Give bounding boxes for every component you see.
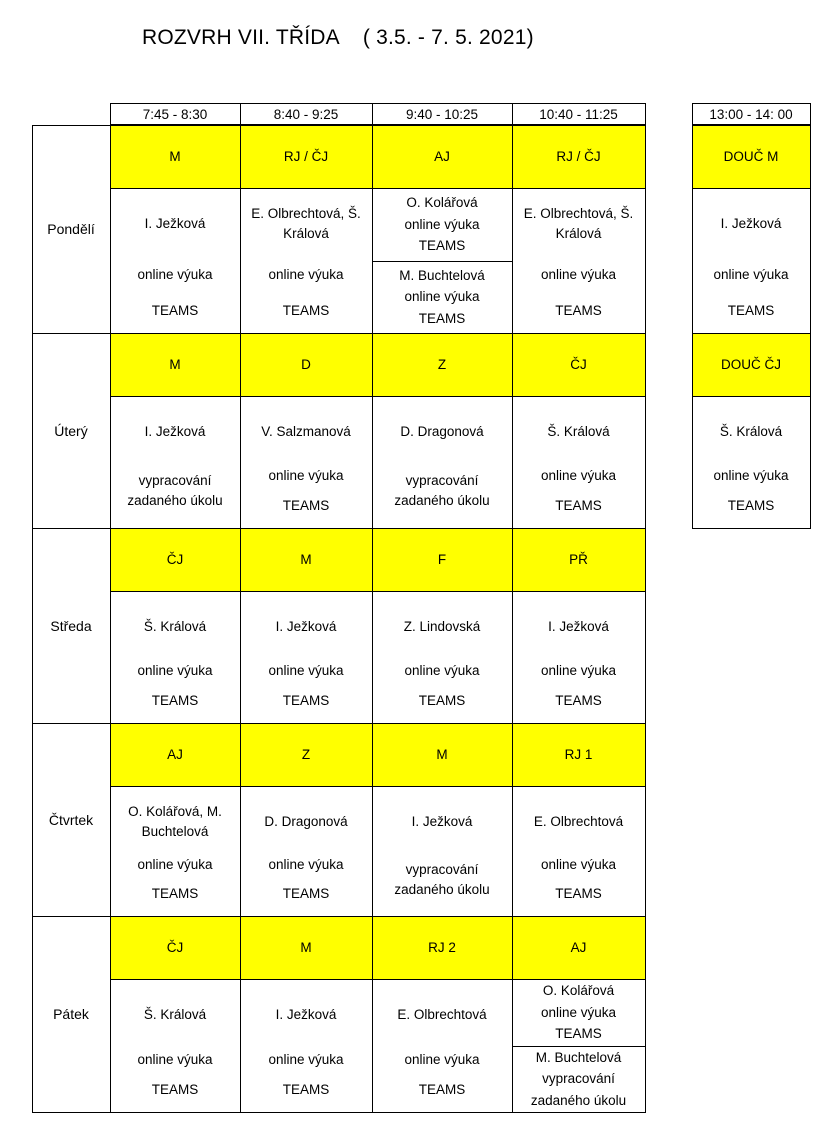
mode-text: online výuka [268,468,344,484]
subject-cell: M [169,356,181,372]
lesson-line: M. Buchtelová [535,1049,622,1065]
teacher-name [242,792,370,852]
grid-line [692,396,811,397]
subject-cell: ČJ [570,356,587,372]
teacher-text: I. Ježková [144,216,206,232]
grid-line [32,125,33,1112]
teacher-name [514,402,643,462]
platform [514,295,643,327]
lesson-mode [242,657,370,685]
teacher-text: I. Ježková [720,216,782,232]
mode-text: vypracování zadaného úkolu [394,473,490,508]
lesson-detail-a [512,979,645,1046]
mode-text: online výuka [268,1051,344,1067]
teacher-name [694,194,808,254]
lesson-mode [514,254,643,295]
grid-line [372,103,373,1112]
lesson-line: online výuka [404,216,480,232]
teacher-text: Š. Králová [547,424,610,440]
grid-line [692,528,811,529]
lesson-line: TEAMS [418,238,466,254]
subject-cell: Z [301,746,311,762]
mode-text: vypracování zadaného úkolu [394,862,490,897]
mode-text: online výuka [137,1051,213,1067]
grid-line [110,103,111,1112]
grid-line [110,591,646,592]
platform-text: TEAMS [727,498,775,514]
subject-cell: DOUČ M [723,148,779,164]
teacher-text: E. Olbrechtová, Š. Králová [251,206,361,241]
teacher-name [374,792,510,852]
platform [694,490,808,522]
lesson-mode [242,852,370,878]
subject-cell: DOUČ ČJ [721,356,781,372]
teacher-text: I. Ježková [548,619,609,635]
teacher-name [514,792,643,852]
teacher-name [374,985,510,1045]
teacher-text: I. Ježková [275,1007,337,1023]
time-header: 8:40 - 9:25 [273,106,339,122]
teacher-name [694,402,808,462]
platform-text: TEAMS [727,303,775,319]
grid-line [512,103,513,1112]
lesson-mode [242,254,370,295]
lesson-line: TEAMS [418,310,466,326]
teacher-text: V. Salzmanová [261,424,351,440]
teacher-text: Š. Králová [143,1007,207,1023]
day-label: Úterý [54,422,88,439]
subject-cell: F [437,551,447,567]
teacher-text: E. Olbrechtová, Š. Králová [523,206,634,241]
subject-cell: AJ [167,746,183,762]
teacher-text: E. Olbrechtová [397,1007,487,1023]
platform-text: TEAMS [151,886,199,902]
day-label: Čtvrtek [48,811,94,828]
platform [242,878,370,910]
day-label: Pondělí [47,221,95,237]
lesson-detail-b [512,1046,645,1112]
platform [112,878,238,910]
time-header: 9:40 - 10:25 [405,106,479,122]
platform [374,685,510,717]
subject-cell: PŘ [569,551,588,567]
subject-cell: M [436,746,448,762]
teacher-name [374,402,510,462]
platform-text: TEAMS [555,693,602,709]
subject-cell: ČJ [166,939,184,955]
lesson-line: online výuka [540,1004,617,1020]
platform-text: TEAMS [151,303,199,319]
platform-text: TEAMS [151,1082,199,1098]
subject-cell: Z [437,356,447,372]
lesson-mode [514,852,643,878]
subject-cell: AJ [570,939,587,955]
teacher-text: Š. Králová [143,619,207,635]
platform [514,490,643,522]
teacher-name [242,402,370,462]
grid-line [692,125,811,126]
mode-text: online výuka [268,663,344,679]
subject-cell: RJ 1 [564,746,593,762]
platform-text: TEAMS [418,693,466,709]
lesson-mode [112,852,238,878]
lesson-line: TEAMS [555,1026,602,1042]
platform [242,490,370,522]
platform-text: TEAMS [282,303,330,319]
teacher-name [112,194,238,254]
teacher-text: O. Kolářová, M. Buchtelová [128,804,222,839]
teacher-name [112,402,238,462]
lesson-mode [112,254,238,295]
lesson-line: O. Kolářová [406,195,478,211]
lesson-detail-b [372,261,512,333]
grid-line [240,103,241,1112]
lesson-line: online výuka [404,289,480,305]
platform [242,295,370,327]
lesson-mode [694,254,808,295]
grid-line [110,188,646,189]
mode-text: online výuka [540,857,617,873]
lesson-mode [514,462,643,490]
grid-line [32,916,646,917]
grid-line [692,333,811,334]
grid-line [692,124,811,125]
subject-cell: RJ 2 [428,939,456,955]
grid-line [512,1046,646,1047]
subject-cell: AJ [434,148,450,164]
lesson-line: M. Buchtelová [399,267,485,283]
platform [514,878,643,910]
teacher-text: D. Dragonová [400,424,484,440]
lesson-mode [112,657,238,685]
grid-line [110,103,646,104]
grid-line [32,333,646,334]
lesson-detail-a [372,188,512,261]
mode-text: online výuka [404,663,480,679]
lesson-mode [112,1045,238,1074]
lesson-line: vypracování [542,1071,615,1087]
platform [242,1074,370,1106]
mode-text: online výuka [540,266,617,282]
time-header: 7:45 - 8:30 [142,106,208,122]
teacher-text: I. Ježková [411,814,473,830]
platform-text: TEAMS [555,303,602,319]
day-label: Středa [50,617,92,634]
platform-text: TEAMS [418,1082,466,1098]
time-header: 13:00 - 14: 00 [709,106,793,122]
grid-line [110,124,646,125]
subject-cell: M [300,551,312,567]
subject-cell: ČJ [166,551,184,567]
lesson-mode [242,462,370,490]
grid-line [692,188,811,189]
subject-cell: RJ / ČJ [283,148,329,164]
platform [112,1074,238,1106]
mode-text: online výuka [137,663,213,679]
teacher-name [242,194,370,254]
teacher-name [242,597,370,657]
day-label: Pátek [53,1006,89,1022]
teacher-text: E. Olbrechtová [533,814,624,830]
grid-line [110,786,646,787]
grid-line [110,396,646,397]
mode-text: online výuka [713,266,789,282]
teacher-text: Z. Lindovská [403,619,481,635]
page-title: ROZVRH VII. TŘÍDA ( 3.5. - 7. 5. 2021) [142,26,534,49]
platform [374,1074,510,1106]
platform-text: TEAMS [555,498,602,514]
grid-line [32,528,646,529]
platform-text: TEAMS [151,693,199,709]
subject-cell: RJ / ČJ [556,148,601,164]
mode-text: online výuka [540,663,617,679]
mode-text: vypracování zadaného úkolu [127,473,223,508]
lesson-mode [374,657,510,685]
grid-line [692,103,693,528]
grid-line [110,979,646,980]
lesson-mode [112,462,238,520]
mode-text: online výuka [404,1051,480,1067]
grid-line [32,723,646,724]
teacher-name [514,597,643,657]
mode-text: online výuka [713,468,789,484]
lesson-mode [374,1045,510,1074]
mode-text: online výuka [137,266,213,282]
teacher-name [112,597,238,657]
platform-text: TEAMS [282,886,330,902]
teacher-text: Š. Králová [719,424,783,440]
grid-line [692,103,811,104]
teacher-text: I. Ježková [144,424,206,440]
mode-text: online výuka [268,266,344,282]
teacher-name [112,985,238,1045]
teacher-name [112,792,238,852]
platform [112,685,238,717]
platform-text: TEAMS [555,886,602,902]
subject-cell: M [300,939,312,955]
grid-line [645,103,646,1112]
lesson-mode [374,462,510,520]
grid-line [810,103,811,528]
platform [694,295,808,327]
teacher-text: I. Ježková [275,619,337,635]
lesson-mode [242,1045,370,1074]
platform-text: TEAMS [282,498,330,514]
teacher-name [374,597,510,657]
teacher-name [514,194,643,254]
teacher-text: D. Dragonová [264,814,348,830]
subject-cell: M [169,148,181,164]
grid-line [32,125,646,126]
grid-line [32,1112,646,1113]
teacher-name [242,985,370,1045]
lesson-mode [374,852,510,908]
platform-text: TEAMS [282,693,330,709]
lesson-mode [694,462,808,490]
time-header: 10:40 - 11:25 [539,106,618,122]
lesson-mode [514,657,643,685]
platform [112,295,238,327]
platform [514,685,643,717]
grid-line [372,261,513,262]
platform-text: TEAMS [282,1082,330,1098]
lesson-line: O. Kolářová [542,983,615,999]
lesson-line: zadaného úkolu [530,1092,627,1108]
mode-text: online výuka [268,857,344,873]
platform [242,685,370,717]
mode-text: online výuka [540,468,617,484]
subject-cell: D [301,356,311,372]
mode-text: online výuka [137,857,213,873]
